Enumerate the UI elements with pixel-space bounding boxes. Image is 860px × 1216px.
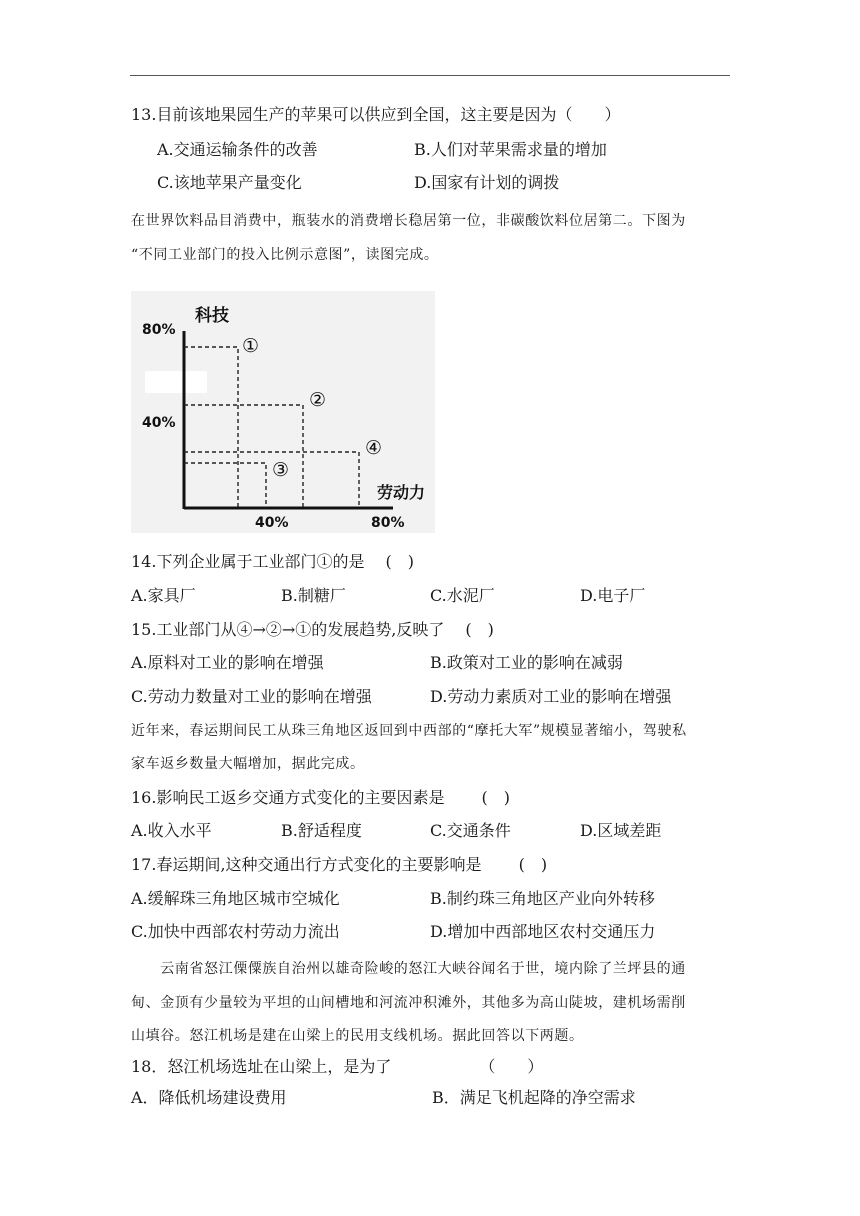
x-tick-40: 40% xyxy=(255,515,289,531)
q15-option-b: B.政策对工业的影响在减弱 xyxy=(430,653,623,672)
q16-option-b: B.舒适程度 xyxy=(281,821,362,840)
intro1-line2: “不同工业部门的投入比例示意图”，读图完成。 xyxy=(131,247,439,263)
x-tick-80: 80% xyxy=(371,515,405,531)
industry-input-figure xyxy=(131,291,435,533)
q16-option-a: A.收入水平 xyxy=(131,821,212,840)
intro3-line2: 甸、金顶有少量较为平坦的山间槽地和河流冲积滩外，其他多为高山陡坡，建机场需削 xyxy=(131,995,686,1011)
guide-sector-2 xyxy=(184,405,303,508)
q13-option-d: D.国家有计划的调拨 xyxy=(414,173,560,192)
q17-option-d: D.增加中西部地区农村交通压力 xyxy=(430,922,656,941)
figure-smudge xyxy=(145,371,207,393)
q16-stem: 16.影响民工返乡交通方式变化的主要因素是 ( ) xyxy=(131,788,511,807)
intro1-line1: 在世界饮料品目消费中，瓶装水的消费增长稳居第一位，非碳酸饮料位居第二。下图为 xyxy=(131,213,686,229)
q16-option-d: D.区域差距 xyxy=(580,821,662,840)
q18-option-b: B．满足飞机起降的净空需求 xyxy=(432,1088,636,1107)
q17-option-c: C.加快中西部农村劳动力流出 xyxy=(131,922,340,941)
marker-4: ④ xyxy=(365,437,383,459)
q17-stem: 17.春运期间,这种交通出行方式变化的主要影响是 ( ) xyxy=(131,855,548,874)
q16-option-c: C.交通条件 xyxy=(430,821,511,840)
q18-stem: 18．怒江机场选址在山梁上，是为了 （ ） xyxy=(131,1057,544,1076)
intro2-line1: 近年来，春运期间民工从珠三角地区返回到中西部的“摩托大军”规模显著缩小，驾驶私 xyxy=(131,723,687,739)
q14-option-d: D.电子厂 xyxy=(580,586,646,605)
marker-2: ② xyxy=(309,389,327,411)
q14-stem: 14.下列企业属于工业部门①的是 ( ) xyxy=(131,552,415,571)
y-axis-label: 科技 xyxy=(195,306,229,326)
q14-option-c: C.水泥厂 xyxy=(430,586,495,605)
q13-option-b: B.人们对苹果需求量的增加 xyxy=(414,140,607,159)
y-tick-80: 80% xyxy=(142,322,176,338)
q13-stem: 13.目前该地果园生产的苹果可以供应到全国，这主要是因为（ ） xyxy=(131,105,621,124)
q18-option-a: A．降低机场建设费用 xyxy=(131,1088,287,1107)
q15-option-d: D.劳动力素质对工业的影响在增强 xyxy=(430,687,672,706)
q13-option-a: A.交通运输条件的改善 xyxy=(157,140,318,159)
q15-option-a: A.原料对工业的影响在增强 xyxy=(131,653,324,672)
q13-option-c: C.该地苹果产量变化 xyxy=(157,173,302,192)
q17-option-a: A.缓解珠三角地区城市空城化 xyxy=(131,889,340,908)
intro3-line1: 云南省怒江傈僳族自治州以雄奇险峻的怒江大峡谷闻名于世，境内除了兰坪县的通 xyxy=(131,961,686,977)
marker-3: ③ xyxy=(272,459,290,481)
intro3-line3: 山填谷。怒江机场是建在山梁上的民用支线机场。据此回答以下两题。 xyxy=(131,1028,584,1044)
q14-option-a: A.家具厂 xyxy=(131,586,196,605)
guide-sector-3 xyxy=(184,463,266,508)
q17-option-b: B.制约珠三角地区产业向外转移 xyxy=(430,889,655,908)
x-axis-label: 劳动力 xyxy=(377,483,426,502)
q15-stem: 15.工业部门从④→②→①的发展趋势,反映了 ( ) xyxy=(131,620,494,639)
header-rule xyxy=(130,75,730,76)
q15-option-c: C.劳动力数量对工业的影响在增强 xyxy=(131,687,372,706)
q14-option-b: B.制糖厂 xyxy=(281,586,346,605)
intro2-line2: 家车返乡数量大幅增加，据此完成。 xyxy=(131,756,365,772)
y-tick-40: 40% xyxy=(142,415,176,431)
marker-1: ① xyxy=(242,335,260,357)
